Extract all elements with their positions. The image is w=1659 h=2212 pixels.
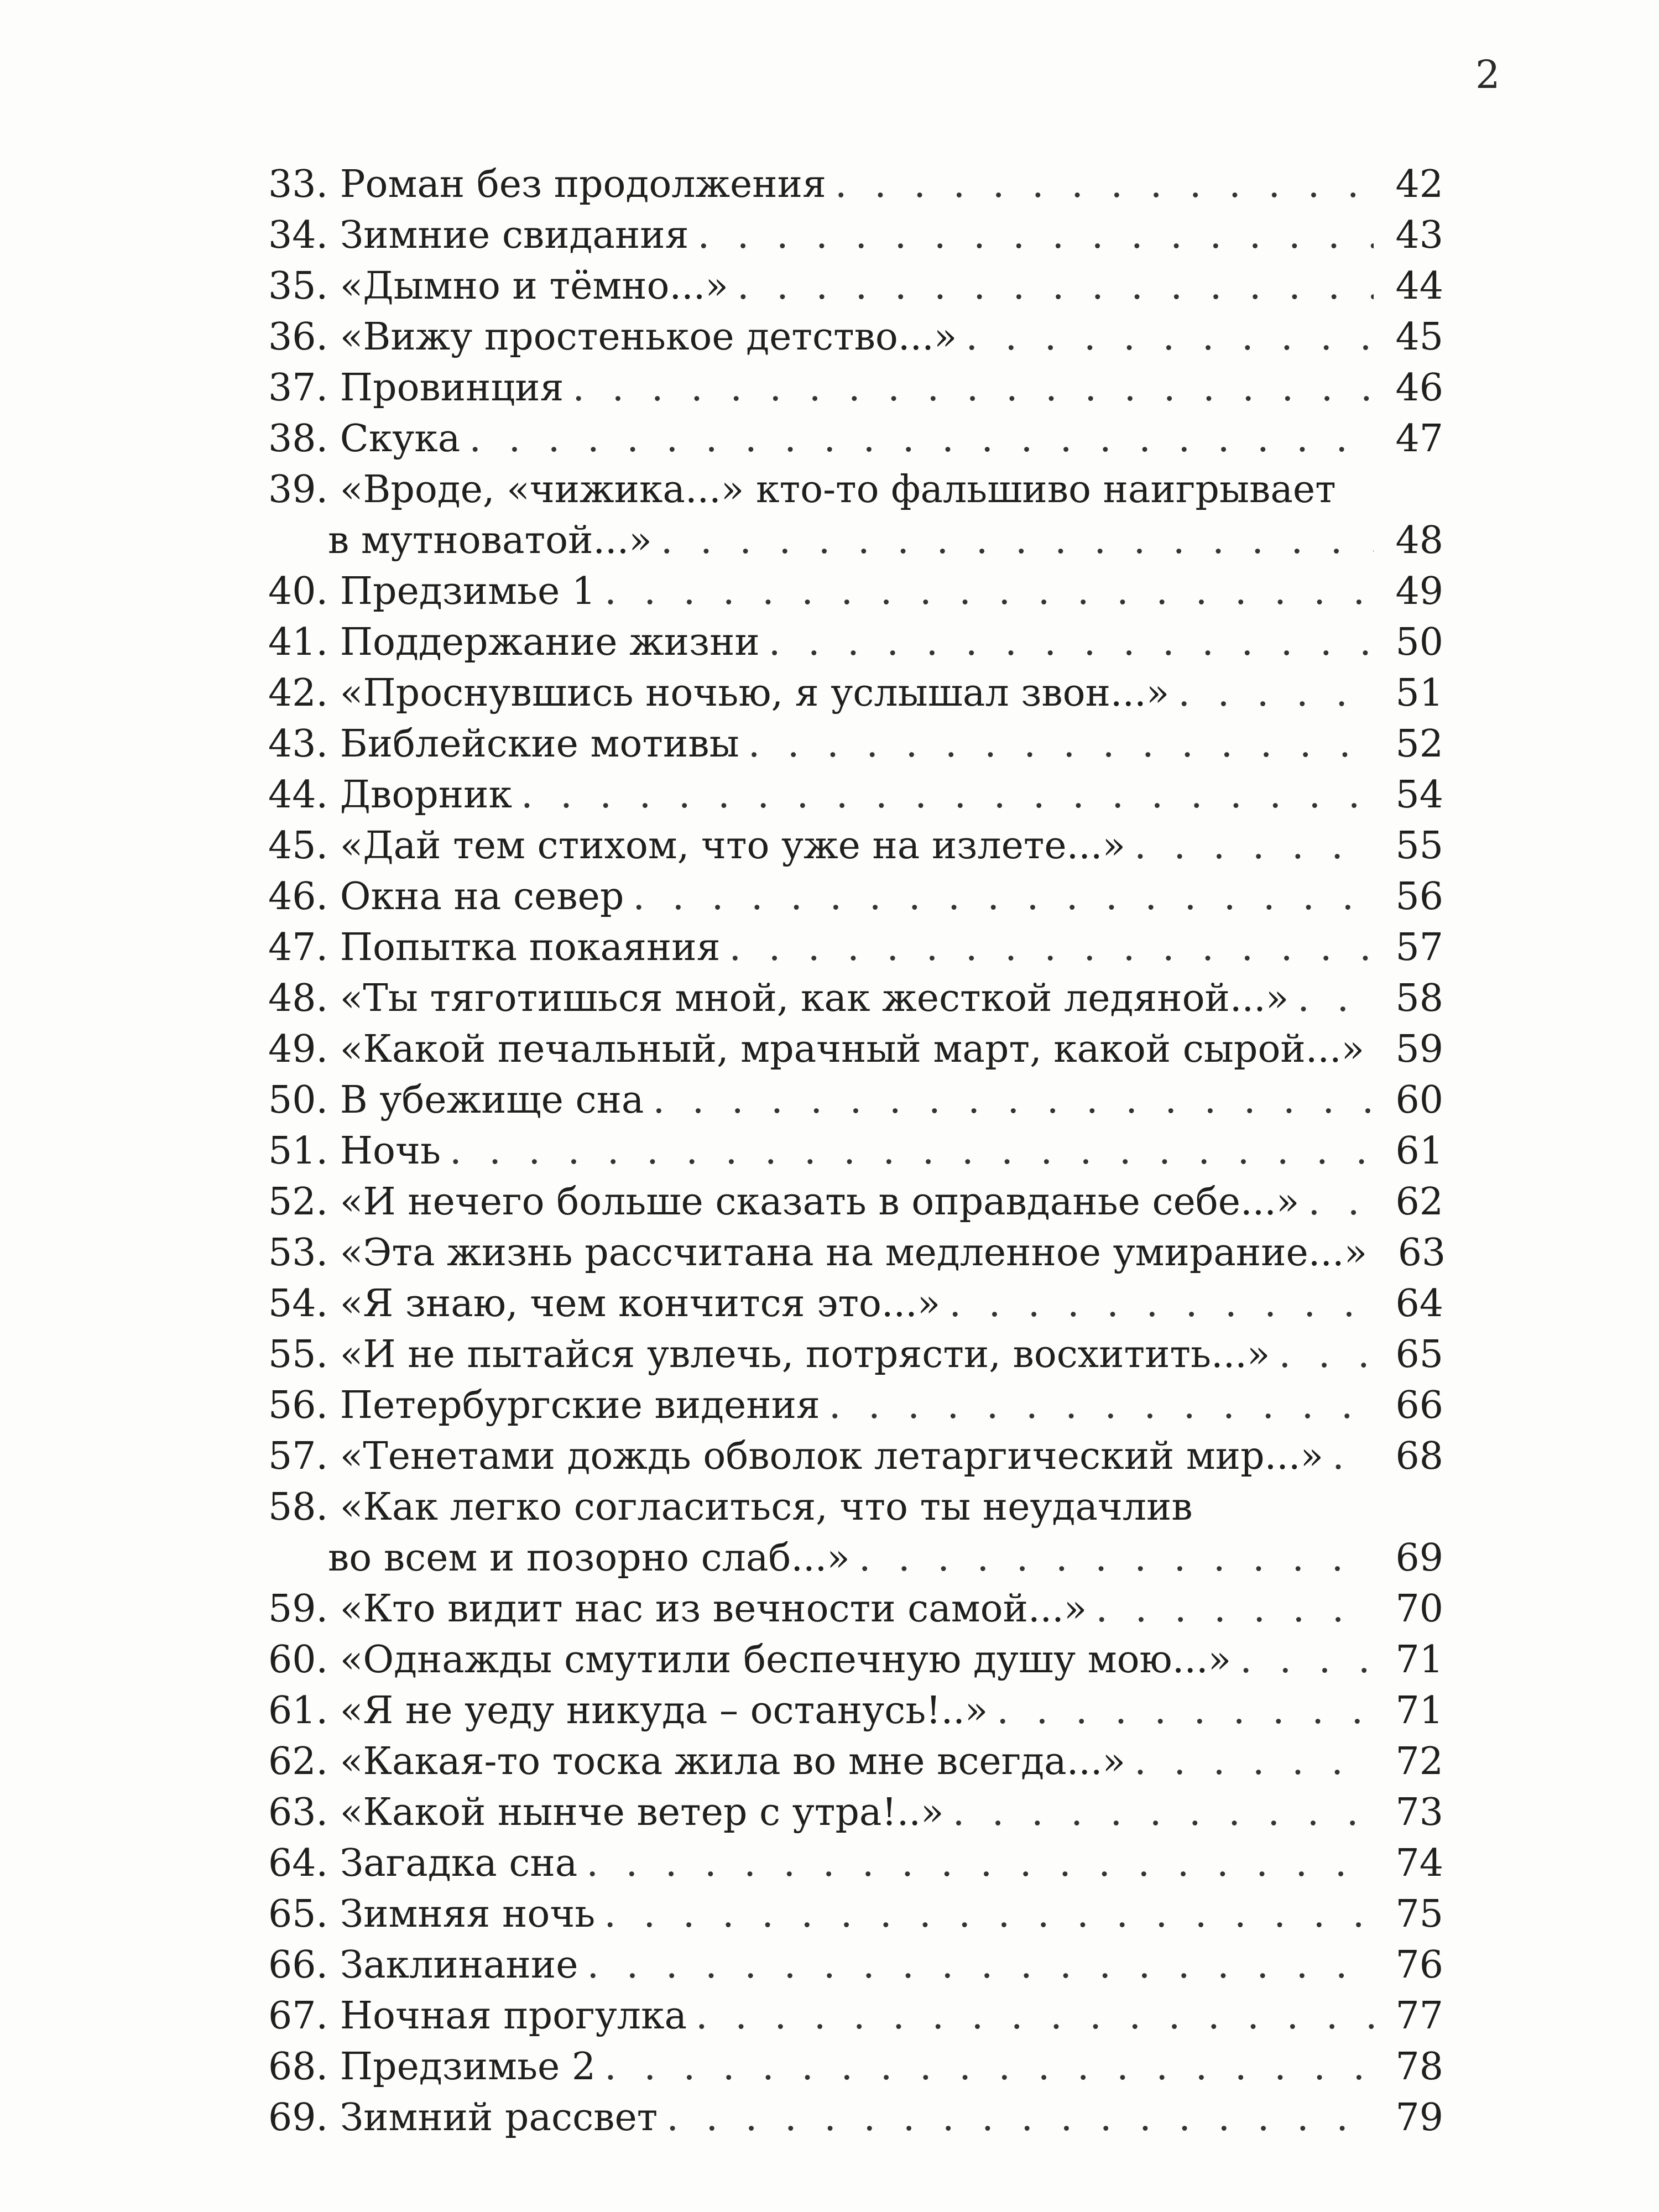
- toc-entry-line: [268, 1584, 1443, 1635]
- toc-dot-leader: [572, 363, 1374, 414]
- toc-dot-leader: [696, 1991, 1374, 2042]
- toc-entry-title: 45. «Дай тем стихом, что уже на излете...»: [268, 824, 1126, 868]
- toc-entry-page: 77: [1395, 1994, 1443, 2038]
- toc-dot-leader: [966, 312, 1374, 363]
- toc-dot-leader: [1279, 1329, 1374, 1380]
- toc-dot-leader: [1308, 1177, 1374, 1228]
- toc-entry-title: 57. «Тенетами дождь обволок летаргический мир...»: [268, 1434, 1324, 1478]
- toc-entry-line: [268, 1889, 1443, 1940]
- toc-entry-page: 58: [1395, 977, 1443, 1020]
- toc-entry-line: [268, 1431, 1443, 1482]
- toc-entry-title: 59. «Кто видит нас из вечности самой...»: [268, 1587, 1087, 1631]
- toc-entry-line: [268, 414, 1443, 465]
- toc-entry-page: 48: [1395, 519, 1443, 562]
- toc-dot-leader: [748, 719, 1374, 770]
- toc-entry-title: 52. «И нечего больше сказать в оправданье себе...»: [268, 1180, 1300, 1224]
- toc-entry-title: 68. Предзимье 2: [268, 2045, 596, 2089]
- toc-entry-line: [268, 821, 1443, 872]
- toc-entry-title: 38. Скука: [268, 417, 461, 461]
- toc-entry-page: 78: [1395, 2045, 1443, 2089]
- toc-entry-page: 64: [1395, 1282, 1443, 1326]
- toc-dot-leader: [469, 414, 1374, 465]
- toc-dot-leader: [633, 872, 1374, 922]
- toc-entry-page: 47: [1395, 417, 1443, 461]
- toc-entry-title: 48. «Ты тяготишься мной, как жесткой ледяной...»: [268, 977, 1289, 1020]
- toc-entry-page: 51: [1395, 671, 1443, 715]
- toc-entry-title: 62. «Какая-то тоска жила во мне всегда...»: [268, 1740, 1126, 1783]
- toc-dot-leader: [653, 1075, 1374, 1126]
- toc-entry-line: [268, 1177, 1443, 1228]
- toc-dot-leader: [997, 1686, 1374, 1736]
- toc-entry-page: 42: [1395, 163, 1443, 206]
- toc-entry-page: 70: [1395, 1587, 1443, 1631]
- toc-entry-line: [268, 465, 1443, 515]
- toc-entry-page: 55: [1395, 824, 1443, 868]
- toc-entry-title: 63. «Какой нынче ветер с утра!..»: [268, 1791, 944, 1834]
- toc-dot-leader: [835, 159, 1374, 210]
- toc-entry-title: 60. «Однажды смутили беспечную душу мою...»: [268, 1638, 1232, 1682]
- toc-entry-page: 49: [1395, 570, 1443, 613]
- toc-entry-line: [268, 1228, 1446, 1279]
- toc-entry-line: [268, 159, 1443, 210]
- toc-entry-page: 66: [1395, 1384, 1443, 1427]
- toc-entry-page: 72: [1395, 1740, 1443, 1783]
- toc-entry-title: 36. «Вижу простенькое детство...»: [268, 315, 957, 359]
- toc-entry-line: [268, 1686, 1443, 1736]
- toc-entry-title: 66. Заклинание: [268, 1943, 578, 1987]
- toc-entry-line: [268, 566, 1443, 617]
- table-of-contents: [268, 159, 1446, 2143]
- toc-dot-leader: [587, 1940, 1374, 1991]
- toc-entry-title: 43. Библейские мотивы: [268, 722, 739, 766]
- toc-dot-leader: [1297, 973, 1374, 1024]
- toc-entry-line: [268, 1940, 1443, 1991]
- toc-entry-title: 61. «Я не уеду никуда – останусь!..»: [268, 1689, 988, 1733]
- toc-entry-page: 69: [1395, 1536, 1443, 1580]
- toc-entry-line: [268, 1635, 1443, 1686]
- toc-entry-page: 46: [1395, 366, 1443, 410]
- toc-entry-page: 73: [1395, 1791, 1443, 1834]
- toc-entry-page: 76: [1395, 1943, 1443, 1987]
- toc-entry-line: [268, 1736, 1443, 1787]
- toc-entry-title: 50. В убежище сна: [268, 1078, 644, 1122]
- toc-dot-leader: [661, 515, 1374, 566]
- toc-dot-leader: [1332, 1431, 1374, 1482]
- toc-entry-page: 43: [1395, 213, 1443, 257]
- toc-dot-leader: [1095, 1584, 1374, 1635]
- toc-entry-line: [268, 261, 1443, 312]
- toc-entry-title: 64. Загадка сна: [268, 1841, 578, 1885]
- toc-entry-title: 46. Окна на север: [268, 875, 624, 919]
- toc-entry-page: 52: [1395, 722, 1443, 766]
- toc-dot-leader: [1240, 1635, 1374, 1686]
- toc-dot-leader: [1134, 821, 1374, 872]
- toc-dot-leader: [1373, 1024, 1374, 1075]
- toc-entry-title: 33. Роман без продолжения: [268, 163, 826, 206]
- toc-entry-title: 41. Поддержание жизни: [268, 620, 760, 664]
- toc-entry-title: в мутноватой...»: [328, 519, 652, 562]
- toc-entry-title: 44. Дворник: [268, 773, 512, 817]
- toc-entry-line: [268, 1991, 1443, 2042]
- toc-entry-line: [268, 1329, 1443, 1380]
- toc-dot-leader: [949, 1279, 1374, 1329]
- toc-entry-line: [268, 1024, 1443, 1075]
- toc-entry-title: 53. «Эта жизнь рассчитана на медленное умирание...»: [268, 1231, 1368, 1275]
- toc-entry-title: 49. «Какой печальный, мрачный март, какой сырой...»: [268, 1027, 1365, 1071]
- toc-dot-leader: [604, 566, 1374, 617]
- toc-entry-title: 56. Петербургские видения: [268, 1384, 820, 1427]
- toc-dot-leader: [586, 1838, 1374, 1889]
- toc-entry-title: 37. Провинция: [268, 366, 564, 410]
- toc-dot-leader: [859, 1533, 1374, 1584]
- toc-dot-leader: [604, 1889, 1374, 1940]
- toc-entry-line: [268, 1482, 1443, 1533]
- toc-dot-leader: [737, 261, 1374, 312]
- toc-entry-title: 47. Попытка покаяния: [268, 926, 721, 969]
- toc-entry-page: 62: [1395, 1180, 1443, 1224]
- toc-dot-leader: [1178, 668, 1374, 719]
- toc-entry-page: 74: [1395, 1841, 1443, 1885]
- toc-entry-line: [268, 922, 1443, 973]
- toc-entry-title: 67. Ночная прогулка: [268, 1994, 687, 2038]
- toc-entry-page: 63: [1397, 1231, 1446, 1275]
- toc-entry-page: 71: [1395, 1689, 1443, 1733]
- toc-entry-line: [268, 312, 1443, 363]
- toc-entry-line: [268, 973, 1443, 1024]
- toc-entry-line: [268, 2042, 1443, 2093]
- toc-entry-title: 42. «Проснувшись ночью, я услышал звон...»: [268, 671, 1170, 715]
- toc-entry-line: [268, 1787, 1443, 1838]
- toc-entry-line: [268, 210, 1443, 261]
- toc-dot-leader: [829, 1380, 1374, 1431]
- toc-dot-leader: [769, 617, 1374, 668]
- toc-entry-line: [268, 363, 1443, 414]
- toc-entry-line: [268, 2093, 1443, 2143]
- toc-entry-line: [268, 770, 1443, 821]
- toc-entry-line: [268, 515, 1443, 566]
- toc-entry-page: 59: [1395, 1027, 1443, 1071]
- toc-entry-page: 75: [1395, 1892, 1443, 1936]
- toc-dot-leader: [450, 1126, 1374, 1177]
- toc-entry-title: 69. Зимний рассвет: [268, 2096, 658, 2140]
- toc-entry-page: 56: [1395, 875, 1443, 919]
- toc-entry-page: 68: [1395, 1434, 1443, 1478]
- toc-entry-page: 45: [1395, 315, 1443, 359]
- toc-entry-title: 55. «И не пытайся увлечь, потрясти, восхитить...»: [268, 1333, 1270, 1376]
- toc-entry-line: [268, 1279, 1443, 1329]
- toc-entry-page: 60: [1395, 1078, 1443, 1122]
- toc-entry-line: [268, 1533, 1443, 1584]
- toc-dot-leader: [521, 770, 1374, 821]
- toc-entry-title: 34. Зимние свидания: [268, 213, 689, 257]
- toc-dot-leader: [604, 2042, 1374, 2093]
- toc-entry-page: 57: [1395, 926, 1443, 969]
- toc-dot-leader: [666, 2093, 1374, 2143]
- toc-entry-page: 54: [1395, 773, 1443, 817]
- toc-entry-line: [268, 1075, 1443, 1126]
- toc-dot-leader: [697, 210, 1374, 261]
- toc-entry-page: 65: [1395, 1333, 1443, 1376]
- toc-entry-page: 44: [1395, 264, 1443, 308]
- toc-entry-page: 79: [1395, 2096, 1443, 2140]
- toc-entry-page: 61: [1395, 1129, 1443, 1173]
- toc-entry-title: 40. Предзимье 1: [268, 570, 596, 613]
- toc-entry-title: 51. Ночь: [268, 1129, 441, 1173]
- toc-entry-title: 58. «Как легко согласиться, что ты неудачлив: [268, 1485, 1193, 1529]
- toc-dot-leader: [1134, 1736, 1374, 1787]
- toc-entry-line: [268, 1380, 1443, 1431]
- page-number-mark: 2: [1475, 52, 1500, 97]
- toc-dot-leader: [729, 922, 1374, 973]
- toc-entry-title: 39. «Вроде, «чижика...» кто-то фальшиво наигрывает: [268, 468, 1336, 512]
- toc-entry-page: 50: [1395, 620, 1443, 664]
- toc-dot-leader: [953, 1787, 1374, 1838]
- toc-entry-title: 54. «Я знаю, чем кончится это...»: [268, 1282, 941, 1326]
- toc-entry-title: 65. Зимняя ночь: [268, 1892, 596, 1936]
- toc-entry-line: [268, 872, 1443, 922]
- toc-entry-title: во всем и позорно слаб...»: [328, 1536, 850, 1580]
- toc-entry-line: [268, 719, 1443, 770]
- toc-entry-title: 35. «Дымно и тёмно...»: [268, 264, 728, 308]
- toc-entry-line: [268, 668, 1443, 719]
- toc-entry-line: [268, 1126, 1443, 1177]
- toc-entry-line: [268, 1838, 1443, 1889]
- toc-entry-page: 71: [1395, 1638, 1443, 1682]
- toc-entry-line: [268, 617, 1443, 668]
